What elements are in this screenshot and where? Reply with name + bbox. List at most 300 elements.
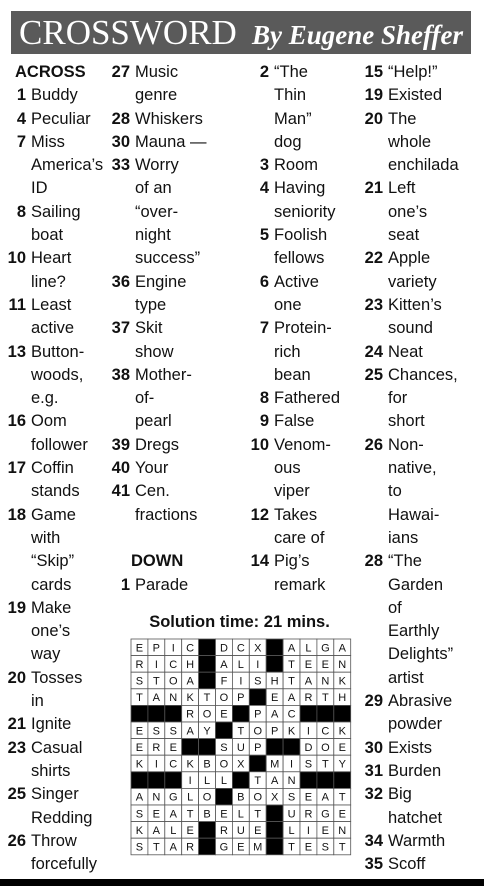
clue-item [243, 550, 359, 597]
grid-letter: E [220, 708, 228, 721]
grid-letter: P [237, 692, 245, 705]
clue-item [243, 271, 359, 318]
grid-letter: K [135, 824, 144, 837]
grid-letter: C [236, 642, 245, 655]
grid-letter: S [321, 841, 330, 854]
grid-block [334, 705, 351, 722]
byline: By Eugene Sheffer [251, 20, 463, 50]
grid-letter: A [152, 824, 161, 837]
clue-text: Kitten’s sound [388, 295, 442, 338]
grid-letter: A [152, 692, 161, 705]
clue-number: 4 [16, 109, 26, 128]
grid-block [199, 739, 216, 756]
clue-text: Mauna — [135, 132, 207, 151]
grid-letter: S [220, 741, 228, 754]
grid-letter: I [306, 725, 310, 738]
grid-letter: I [290, 758, 294, 771]
clue-item [104, 434, 248, 457]
grid-letter: N [321, 675, 330, 688]
clue-number: 2 [259, 63, 269, 81]
grid-letter: D [304, 741, 313, 754]
clue-item [104, 271, 248, 318]
clue-text: Takes care of [274, 505, 325, 547]
clue-number: 21 [7, 715, 26, 734]
across-header: ACROSS [15, 63, 86, 81]
clue-text: Least active [31, 295, 75, 338]
grid-letter: P [254, 741, 262, 754]
clue-text: Heart line? [31, 249, 72, 291]
grid-letter: T [254, 808, 262, 821]
clue-text: Fathered [274, 389, 341, 408]
clue-column-2 [104, 61, 248, 597]
clue-number: 23 [364, 295, 383, 314]
grid-block [266, 822, 283, 839]
clue-number: 27 [111, 63, 130, 81]
clue-item [357, 61, 479, 84]
clue-number: 10 [7, 249, 26, 268]
grid-block [199, 838, 216, 855]
grid-letter: E [304, 791, 313, 804]
clue-number: 38 [111, 365, 130, 384]
grid-block [232, 705, 249, 722]
grid-letter: E [321, 658, 330, 671]
grid-letter: R [186, 708, 195, 721]
clue-text: Exists [388, 738, 433, 757]
grid-letter: R [152, 741, 161, 754]
solution-grid [130, 638, 352, 856]
grid-letter: R [304, 692, 313, 705]
clue-item [357, 341, 479, 364]
clue-item [104, 131, 248, 154]
grid-letter: U [236, 741, 245, 754]
grid-letter: T [338, 791, 346, 804]
grid-letter: A [270, 775, 279, 788]
grid-letter: P [152, 642, 161, 655]
grid-letter: A [220, 658, 228, 671]
clue-number: 5 [259, 226, 269, 245]
page-title: CROSSWORD [19, 13, 237, 52]
clue-text: Venom- ous viper [274, 435, 331, 501]
grid-letter: X [254, 642, 262, 655]
clue-number: 18 [7, 505, 26, 524]
clue-text: Throw forcefully [31, 831, 98, 874]
clue-number: 25 [364, 365, 383, 384]
solution-time-label: Solution time: 21 mins. [149, 613, 330, 631]
clue-text: Dregs [135, 435, 180, 454]
grid-block [148, 705, 165, 722]
clue-text: Ignite [31, 715, 72, 734]
grid-block [199, 672, 216, 689]
clue-column-3 [243, 61, 359, 597]
clue-text: Active one [274, 272, 319, 314]
grid-letter: R [304, 808, 313, 821]
grid-letter: E [270, 692, 279, 705]
grid-letter: E [135, 725, 144, 738]
down-header: DOWN [131, 552, 184, 571]
grid-letter: X [237, 758, 245, 771]
grid-letter: I [239, 675, 243, 688]
clue-number: 31 [364, 761, 383, 780]
grid-letter: C [169, 658, 178, 671]
grid-letter: T [321, 692, 329, 705]
clue-number: 6 [259, 272, 269, 291]
clue-text: Singer Redding [31, 785, 93, 827]
clue-number: 17 [7, 459, 26, 478]
clue-item [243, 154, 359, 177]
grid-letter: N [338, 824, 347, 837]
grid-letter: S [135, 808, 144, 821]
clue-text: Buddy [31, 86, 78, 105]
clue-number: 1 [120, 575, 130, 594]
clue-item [357, 84, 479, 107]
clue-text: Engine type [135, 272, 187, 314]
clue-number: 1 [16, 86, 26, 105]
grid-letter: N [169, 692, 178, 705]
clue-number: 20 [7, 668, 26, 687]
grid-letter: R [219, 824, 228, 837]
grid-letter: E [254, 824, 262, 837]
clue-number: 26 [364, 435, 383, 454]
clue-text: Existed [388, 86, 443, 105]
grid-block [182, 739, 199, 756]
grid-letter: O [202, 708, 212, 721]
clue-item [0, 667, 124, 714]
clue-number: 23 [7, 738, 26, 757]
clue-text: Parade [135, 575, 189, 594]
clue-text: Game with “Skip” cards [31, 505, 76, 594]
clue-number: 30 [364, 738, 383, 757]
clue-text: The whole enchilada [388, 109, 459, 175]
grid-letter: O [202, 791, 212, 804]
grid-block [165, 705, 182, 722]
grid-letter: L [237, 808, 244, 821]
grid-block [199, 639, 216, 656]
clue-number: 39 [111, 435, 130, 454]
clue-number: 40 [111, 459, 130, 478]
clue-text: Casual shirts [31, 738, 83, 780]
grid-letter: N [338, 658, 347, 671]
grid-block [334, 772, 351, 789]
grid-letter: L [305, 642, 312, 655]
clue-item [104, 457, 248, 480]
grid-letter: H [270, 675, 279, 688]
grid-letter: K [338, 675, 346, 688]
clue-item [357, 737, 479, 760]
grid-letter: T [288, 658, 295, 671]
grid-letter: H [338, 692, 347, 705]
clue-number: 7 [16, 132, 26, 151]
clue-text: “The Garden of Earthly Delights” artist [388, 552, 454, 687]
grid-block [266, 639, 283, 656]
grid-block [249, 689, 266, 706]
grid-block [266, 739, 283, 756]
clue-number: 22 [364, 249, 383, 268]
grid-letter: T [288, 675, 295, 688]
grid-block [317, 705, 334, 722]
grid-letter: E [338, 808, 346, 821]
grid-letter: G [168, 791, 178, 804]
grid-letter: U [236, 824, 245, 837]
clue-text: Neat [388, 342, 423, 361]
clue-text: Miss America’s ID [31, 132, 104, 198]
grid-letter: A [135, 791, 144, 804]
clue-item [243, 61, 359, 154]
grid-letter: C [186, 642, 195, 655]
grid-letter: N [287, 775, 296, 788]
grid-letter: E [321, 824, 330, 837]
grid-letter: F [220, 675, 228, 688]
clue-text: Tosses in [31, 668, 83, 711]
clue-number: 11 [8, 295, 26, 314]
clue-number: 29 [364, 692, 383, 711]
grid-letter: B [237, 791, 245, 804]
clue-number: 4 [259, 179, 269, 198]
grid-letter: Y [338, 758, 346, 771]
grid-letter: P [254, 708, 262, 721]
grid-letter: I [256, 658, 260, 671]
grid-letter: E [135, 642, 144, 655]
clue-item [357, 760, 479, 783]
clue-item [104, 480, 248, 527]
clue-item [357, 364, 479, 434]
grid-letter: A [169, 808, 177, 821]
clue-number: 26 [7, 831, 26, 850]
clue-text: “The Thin Man” dog [274, 63, 312, 151]
clue-text: Chances, for short [388, 365, 458, 431]
grid-block [266, 656, 283, 673]
grid-letter: P [270, 725, 279, 738]
clue-number: 7 [259, 319, 269, 338]
grid-letter: L [187, 791, 194, 804]
clue-number: 10 [250, 435, 269, 454]
clue-text: Scoff [388, 855, 426, 874]
clue-text: False [274, 412, 315, 431]
clue-number: 9 [259, 412, 269, 431]
clue-item [0, 597, 124, 667]
grid-letter: I [154, 658, 158, 671]
clue-item [104, 61, 248, 108]
clue-text: Abrasive powder [388, 692, 453, 734]
title-banner [11, 11, 471, 54]
clue-item [0, 783, 124, 830]
grid-letter: A [338, 642, 346, 655]
grid-letter: L [288, 824, 295, 837]
grid-letter: A [287, 692, 296, 705]
grid-letter: E [237, 841, 245, 854]
clue-number: 28 [364, 552, 383, 571]
clue-text: Pig’s remark [274, 552, 326, 594]
clue-number: 41 [111, 482, 130, 501]
clue-item [104, 108, 248, 131]
grid-letter: T [152, 841, 160, 854]
grid-block [283, 739, 300, 756]
grid-letter: S [135, 675, 144, 688]
clue-number: 24 [364, 342, 383, 361]
grid-block [300, 705, 317, 722]
clue-number: 21 [364, 179, 383, 198]
clue-number: 25 [7, 785, 26, 804]
clue-item [357, 434, 479, 550]
clue-item [357, 550, 479, 690]
clue-text: Sailing boat [31, 202, 81, 245]
grid-letter: M [270, 758, 280, 771]
grid-block [232, 772, 249, 789]
clue-text: Protein- rich bean [274, 319, 332, 384]
grid-letter: H [186, 658, 195, 671]
clue-item [104, 574, 248, 597]
grid-letter: K [186, 692, 194, 705]
clue-text: Skit show [135, 319, 174, 361]
grid-letter: E [338, 741, 346, 754]
clue-item [243, 410, 359, 433]
grid-block [266, 838, 283, 855]
grid-letter: I [306, 824, 310, 837]
clue-item [104, 364, 248, 434]
clue-number: 35 [364, 855, 383, 874]
grid-letter: T [288, 841, 295, 854]
grid-letter: B [203, 808, 211, 821]
grid-letter: K [338, 725, 346, 738]
clue-number: 8 [259, 389, 269, 408]
grid-block [317, 772, 334, 789]
clue-text: Button- woods, e.g. [31, 342, 85, 408]
clue-text: Mother- of- pearl [135, 365, 192, 431]
clue-text: Left one’s seat [388, 179, 428, 245]
clue-item [357, 247, 479, 294]
clue-item [0, 713, 124, 736]
clue-text: Peculiar [31, 109, 91, 128]
grid-letter: R [135, 658, 144, 671]
clue-item [104, 317, 248, 364]
clue-item [0, 830, 124, 877]
grid-letter: S [304, 758, 313, 771]
grid-letter: A [186, 675, 194, 688]
grid-block [216, 722, 233, 739]
grid-letter: S [135, 841, 144, 854]
grid-letter: C [169, 758, 178, 771]
grid-block [216, 788, 233, 805]
clue-text: Your [135, 459, 169, 478]
clue-text: Room [274, 156, 319, 175]
clue-number: 16 [7, 412, 26, 431]
grid-letter: O [253, 791, 263, 804]
bottom-rule [0, 879, 484, 886]
clue-item [243, 387, 359, 410]
grid-block [131, 705, 148, 722]
clue-number: 20 [364, 109, 383, 128]
clue-item [0, 737, 124, 784]
grid-letter: R [186, 841, 195, 854]
grid-letter: T [254, 775, 262, 788]
grid-letter: E [304, 658, 313, 671]
clue-text: Oom follower [31, 412, 88, 454]
grid-letter: O [219, 758, 229, 771]
clue-text: Make one’s way [31, 598, 72, 664]
grid-letter: U [287, 808, 296, 821]
grid-letter: E [220, 808, 228, 821]
grid-block [131, 772, 148, 789]
clue-item [243, 177, 359, 224]
grid-letter: C [287, 708, 296, 721]
clue-column-4 [357, 61, 479, 876]
clue-number: 33 [111, 156, 130, 175]
clue-item [243, 504, 359, 551]
grid-letter: S [169, 725, 177, 738]
clue-item [243, 224, 359, 271]
grid-block [165, 772, 182, 789]
clue-number: 13 [7, 342, 26, 361]
clue-text: Whiskers [135, 109, 203, 128]
clue-text: Warmth [388, 831, 446, 850]
grid-letter: K [287, 725, 296, 738]
grid-letter: T [321, 758, 329, 771]
grid-letter: G [321, 808, 330, 821]
grid-letter: B [203, 758, 211, 771]
clue-item [357, 108, 479, 178]
clue-number: 34 [364, 831, 383, 850]
clue-number: 15 [364, 63, 383, 81]
grid-block [148, 772, 165, 789]
grid-letter: O [253, 725, 263, 738]
grid-letter: K [186, 758, 194, 771]
grid-letter: Y [203, 725, 211, 738]
grid-block [199, 822, 216, 839]
grid-letter: S [287, 791, 296, 804]
clue-number: 37 [111, 319, 130, 338]
grid-letter: L [237, 658, 244, 671]
grid-block [300, 772, 317, 789]
grid-letter: T [338, 841, 346, 854]
clue-item [357, 783, 479, 830]
grid-letter: T [237, 725, 245, 738]
clue-text: Coffin stands [31, 459, 80, 501]
grid-letter: O [168, 675, 178, 688]
clue-item [243, 317, 359, 387]
grid-letter: A [169, 841, 177, 854]
grid-letter: L [170, 824, 177, 837]
grid-letter: T [152, 675, 160, 688]
grid-letter: S [152, 725, 161, 738]
grid-letter: O [219, 692, 229, 705]
clue-text: Music genre [135, 63, 179, 105]
clue-text: Burden [388, 761, 442, 780]
clue-item [357, 177, 479, 247]
grid-letter: E [152, 808, 161, 821]
spacer [104, 527, 248, 550]
grid-letter: T [203, 692, 211, 705]
clue-number: 32 [364, 785, 383, 804]
clue-item [357, 830, 479, 853]
clue-text: Foolish fellows [274, 226, 328, 268]
grid-letter: E [169, 741, 177, 754]
clue-number: 30 [111, 132, 130, 151]
clue-number: 8 [16, 202, 26, 221]
grid-letter: I [188, 775, 192, 788]
grid-letter: T [136, 692, 143, 705]
grid-letter: X [270, 791, 279, 804]
grid-letter: A [270, 708, 279, 721]
clue-text: Big hatchet [388, 785, 443, 827]
grid-letter: O [321, 741, 330, 754]
grid-letter: K [135, 758, 144, 771]
clue-number: 3 [259, 156, 269, 175]
grid-letter: N [152, 791, 161, 804]
grid-block [199, 656, 216, 673]
clue-item [357, 294, 479, 341]
clue-number: 19 [7, 598, 26, 617]
grid-letter: E [135, 741, 144, 754]
clue-number: 19 [364, 86, 383, 105]
